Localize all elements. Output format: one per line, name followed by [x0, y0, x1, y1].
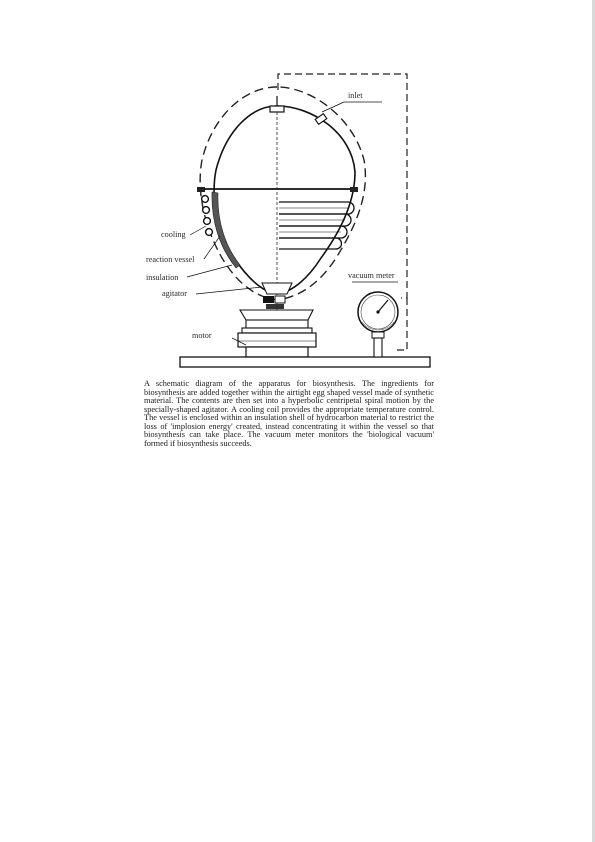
label-agitator: agitator — [162, 289, 188, 298]
cooling-coil — [279, 202, 354, 249]
label-insulation: insulation — [146, 273, 179, 282]
vessel-wall-section — [212, 192, 240, 268]
label-vacuum-meter: vacuum meter — [348, 271, 395, 280]
agitator — [262, 283, 292, 309]
base-plate — [180, 357, 430, 367]
figure-caption: A schematic diagram of the apparatus for biosynthesis. The ingredients for biosynthesis are added together within the airtight egg shaped vessel made of synthetic material. The contents are then set into a hyperbolic centripetal spiral motion by the specially-shaped agitator. A cooling coil provides the appropriate temperature control. The vessel is enclosed within an insulation shell of hydrocarbon material to restrict the loss of 'implosion energy' created, instead concentrating it within the vessel so that biosynthesis can take place. The vacuum meter monitors the 'biological vacuum' formed if biosynthesis succeeds. — [144, 379, 434, 448]
label-motor: motor — [192, 331, 212, 340]
insulation-shell — [200, 87, 365, 300]
label-inlet: inlet — [348, 91, 363, 100]
label-cooling: cooling — [161, 230, 186, 239]
cooling-tube-ends — [202, 196, 213, 236]
vacuum-meter-gauge — [358, 292, 398, 357]
motor — [238, 333, 316, 357]
label-reaction-vessel: reaction vessel — [146, 255, 195, 264]
biosynthesis-apparatus-diagram — [0, 0, 595, 380]
equator-flange — [197, 187, 358, 192]
base-stack — [240, 310, 313, 333]
top-cover — [270, 96, 284, 112]
